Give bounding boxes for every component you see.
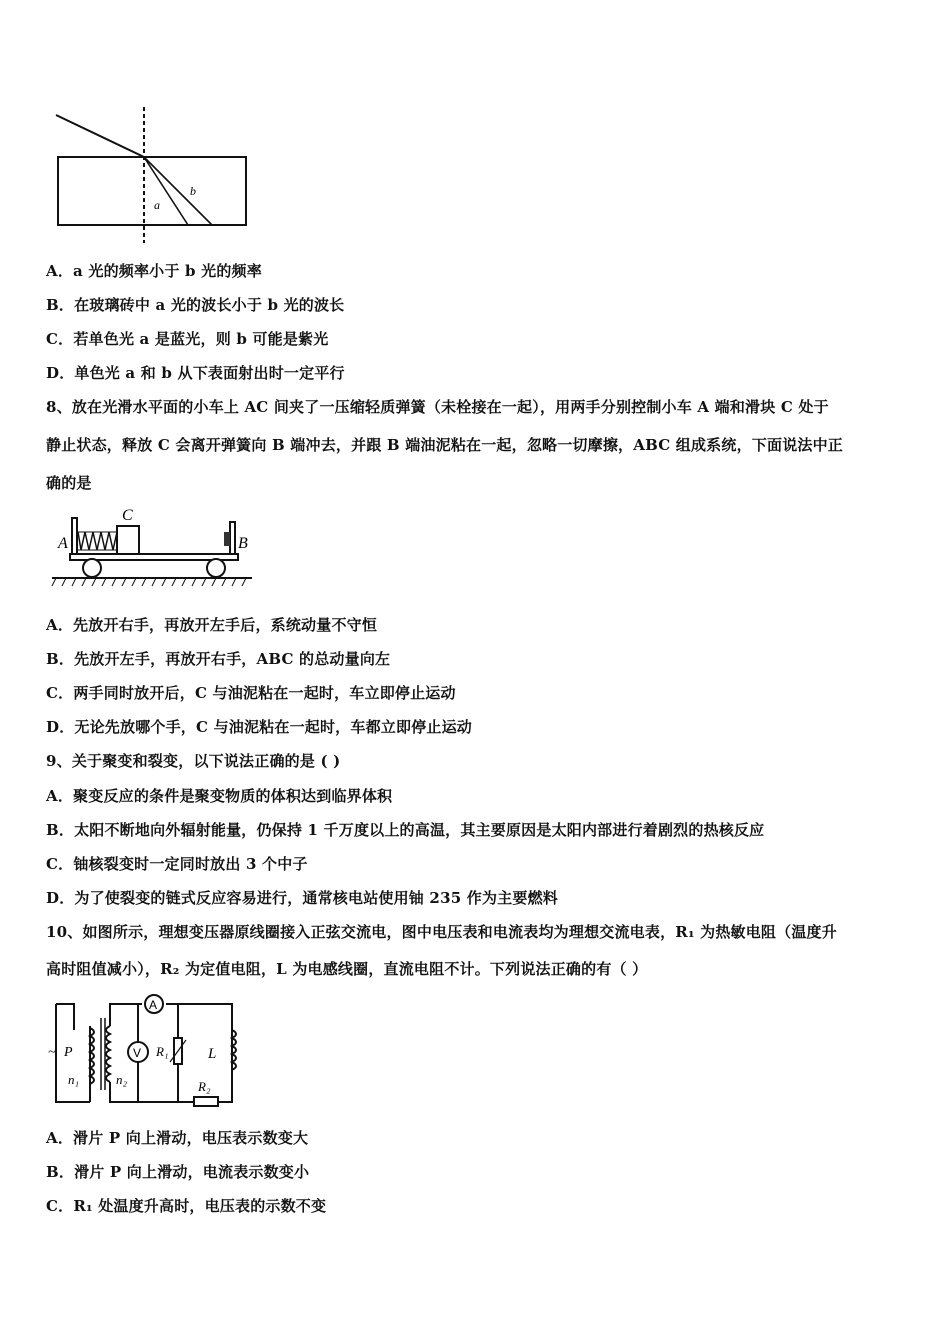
label-r2: R₂: [198, 1079, 211, 1094]
label-n1: n₁: [68, 1072, 80, 1087]
primary-top-wire: [56, 1004, 74, 1030]
q8-option-b: B．先放开左手，再放开右手，ABC 的总动量向左: [46, 650, 391, 668]
q8-option-c: C．两手同时放开后，C 与油泥粘在一起时，车立即停止运动: [46, 684, 456, 702]
q8-option-d: D．无论先放哪个手，C 与油泥粘在一起时，车都立即停止运动: [46, 718, 472, 736]
label-b: B: [238, 535, 248, 552]
putty-block: [224, 532, 230, 546]
label-a: A: [58, 535, 68, 552]
q7-option-d: D．单色光 a 和 b 从下表面射出时一定平行: [46, 364, 345, 382]
r2-resistor: [194, 1097, 218, 1106]
cart-diagram: [50, 500, 260, 592]
q10-stem-line-1: 10、如图所示，理想变压器原线圈接入正弦交流电，图中电压表和电流表均为理想交流电表，R₁ 为热敏电阻（温度升: [46, 923, 837, 941]
q7-option-c: C．若单色光 a 是蓝光，则 b 可能是紫光: [46, 330, 329, 348]
label-c: C: [122, 507, 133, 524]
q10-option-b: B．滑片 P 向上滑动，电流表示数变小: [46, 1163, 310, 1181]
r1-arrow: [170, 1040, 186, 1062]
label-b: b: [190, 184, 196, 198]
q9-option-a: A．聚变反应的条件是聚变物质的体积达到临界体积: [46, 787, 393, 805]
glass-brick: [58, 157, 246, 225]
q9-option-d: D．为了使裂变的链式反应容易进行，通常核电站使用铀 235 作为主要燃料: [46, 889, 558, 907]
block-c: [117, 526, 139, 554]
q10-stem-line-2: 高时阻值减小），R₂ 为定值电阻，L 为电感线圈，直流电阻不计。下列说法正确的有（ ）: [46, 960, 648, 978]
voltmeter-label: V: [133, 1046, 142, 1060]
q9-option-c: C．铀核裂变时一定同时放出 3 个中子: [46, 855, 308, 873]
circuit-diagram: [46, 990, 242, 1110]
q10-option-a: A．滑片 P 向上滑动，电压表示数变大: [46, 1129, 309, 1147]
q8-stem-line-2: 静止状态，释放 C 会离开弹簧向 B 端冲去，并跟 B 端油泥粘在一起，忽略一切摩擦，ABC 组成系统，下面说法中正: [46, 436, 843, 454]
label-p: P: [64, 1045, 73, 1060]
cart-figure: [50, 500, 260, 592]
label-r1: R₁: [156, 1044, 169, 1059]
q8-stem-line-3: 确的是: [46, 474, 92, 492]
q7-option-a: A．a 光的频率小于 b 光的频率: [46, 262, 262, 280]
ground-hatching: [52, 578, 246, 586]
spring: [78, 532, 117, 550]
label-n2: n₂: [116, 1072, 128, 1087]
q10-option-c: C．R₁ 处温度升高时，电压表的示数不变: [46, 1197, 327, 1215]
left-wheel: [83, 559, 101, 577]
ray-b: [144, 157, 212, 225]
ray-a: [144, 157, 188, 225]
q8-option-a: A．先放开右手，再放开左手后，系统动量不守恒: [46, 616, 378, 634]
ammeter-label: A: [149, 998, 158, 1012]
label-a: a: [154, 198, 160, 212]
refraction-figure: [50, 105, 260, 245]
label-l: L: [208, 1046, 217, 1062]
q9-stem: 9、关于聚变和裂变，以下说法正确的是 ( ): [46, 752, 341, 770]
ac-symbol: ~: [48, 1045, 56, 1060]
right-wheel: [207, 559, 225, 577]
secondary-coil: [106, 1026, 110, 1082]
q9-option-b: B．太阳不断地向外辐射能量，仍保持 1 千万度以上的高温，其主要原因是太阳内部进行着剧烈的热核反应: [46, 821, 765, 839]
end-a-wall: [72, 518, 77, 554]
end-b-wall: [230, 522, 235, 554]
circuit-figure: [46, 990, 242, 1110]
q8-stem-line-1: 8、放在光滑水平面的小车上 AC 间夹了一压缩轻质弹簧（未栓接在一起），用两手分别控制小车 A 端和滑块 C 处于: [46, 398, 829, 416]
incident-ray: [56, 115, 144, 157]
refraction-diagram: [50, 105, 260, 245]
q7-option-b: B．在玻璃砖中 a 光的波长小于 b 光的波长: [46, 296, 345, 314]
